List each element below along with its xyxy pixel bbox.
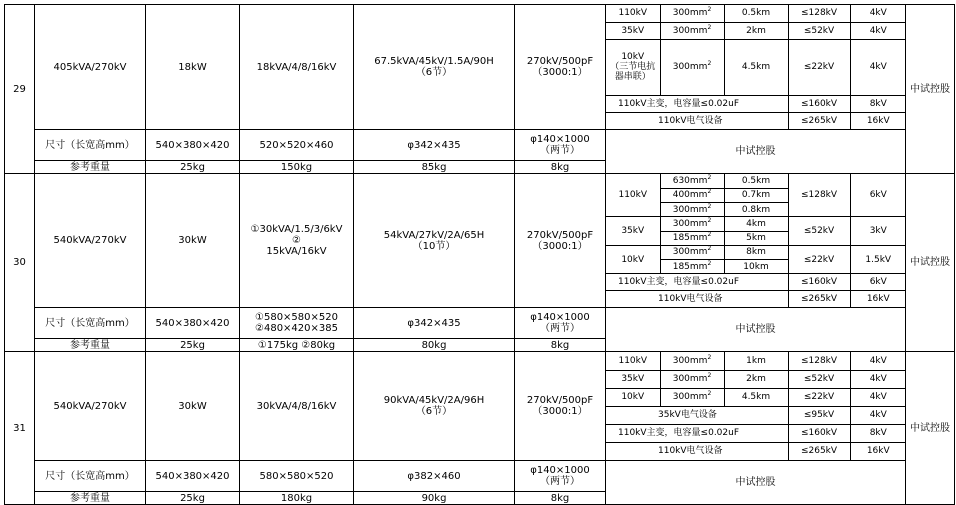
spec-voltage: 35kV <box>606 22 660 39</box>
spec-mm: 300mm <box>672 247 708 258</box>
spec-kv: 8kV <box>850 95 906 112</box>
spec-subtable <box>606 5 906 129</box>
spec-table-page <box>4 4 954 502</box>
spec-kv: 3kV <box>850 217 906 246</box>
cell-power: 30kW <box>146 174 240 308</box>
spec-cap: ≤160kV <box>788 274 850 291</box>
spec-length: 0.7km <box>724 188 788 202</box>
spec-length: 0.5km <box>724 5 788 22</box>
spec-kv: 16kV <box>850 112 906 129</box>
spec-kv: 4kV <box>850 370 906 388</box>
spec-cap: ≤52kV <box>788 22 850 39</box>
spec-cross-section: $185mm^2$ <box>660 231 724 245</box>
size-value: 540×380×420 <box>146 308 240 339</box>
spec-mm: 300mm <box>672 25 708 36</box>
spec-extra-label: 110kV主变，电容量≤0.02uF <box>606 95 788 112</box>
spec-cap: ≤22kV <box>788 39 850 95</box>
spec-cross-section: $300mm^2$ <box>660 39 724 95</box>
reactor-line1: 67.5kVA/45kV/1.5A/90H <box>374 56 494 67</box>
spec-extra-label: 110kV电气设备 <box>606 290 788 307</box>
spec-cross-section: $300mm^2$ <box>660 370 724 388</box>
weight-label: 参考重量 <box>35 161 146 174</box>
size-value: 520×520×460 <box>240 130 354 161</box>
cell-specs <box>606 5 906 130</box>
spec-row <box>606 370 906 388</box>
spec-cross-section: $300mm^2$ <box>660 245 724 259</box>
spec-extra-label: 35kV电气设备 <box>606 406 788 424</box>
divider-line1: 270kV/500pF <box>526 56 594 67</box>
spec-row <box>606 424 906 442</box>
spec-extra-label: 110kV电气设备 <box>606 442 788 460</box>
spec-cap: ≤265kV <box>788 290 850 307</box>
spec-row <box>606 352 906 370</box>
spec-length: 8km <box>724 245 788 259</box>
reactor-line2: （6节） <box>415 406 453 417</box>
spec-kv: 1.5kV <box>850 245 906 274</box>
table-row <box>5 352 955 461</box>
table-row <box>5 130 955 161</box>
exciter-line1: ①30kVA/1.5/3/6kV <box>250 224 343 235</box>
cell-capacity: 405kVA/270kV <box>35 5 146 130</box>
spec-mm: 300mm <box>672 218 708 229</box>
spec-voltage: 35kV <box>606 217 660 246</box>
size-value: 540×380×420 <box>146 130 240 161</box>
weight-label: 参考重量 <box>35 492 146 505</box>
weight-value: 25kg <box>146 161 240 174</box>
size-label: 尺寸（长宽高mm） <box>35 308 146 339</box>
table-row <box>5 461 955 492</box>
spec-length: 2km <box>724 22 788 39</box>
spec-subtable <box>606 174 906 307</box>
spec-mm: 300mm <box>672 374 708 384</box>
size-value: φ382×460 <box>354 461 515 492</box>
divider-line2: （3000:1） <box>532 67 588 78</box>
spec-extra-label: 110kV主变，电容量≤0.02uF <box>606 274 788 291</box>
size-line1: ①580×580×520 <box>255 312 338 323</box>
spec-row <box>606 39 906 95</box>
reactor-line1: 90kVA/45kV/2A/96H <box>383 395 485 406</box>
cell-power: 30kW <box>146 352 240 461</box>
spec-row <box>606 442 906 460</box>
cell-reactor <box>354 352 515 461</box>
weight-value: 90kg <box>354 492 515 505</box>
row-number: 30 <box>5 174 35 352</box>
size-line2: （两节） <box>540 145 580 156</box>
spec-row <box>606 274 906 291</box>
cell-exciter <box>240 174 354 308</box>
spec-kv: 4kV <box>850 388 906 406</box>
spec-cross-section: $300mm^2$ <box>660 217 724 231</box>
spec-row <box>606 174 906 188</box>
spec-length: 2km <box>724 370 788 388</box>
cell-specs <box>606 352 906 461</box>
size-line2: ②480×420×385 <box>255 323 338 334</box>
spec-length: 0.5km <box>724 174 788 188</box>
size-value <box>515 308 606 339</box>
cell-divider <box>515 5 606 130</box>
spec-cap: ≤95kV <box>788 406 850 424</box>
spec-extra-label: 110kV电气设备 <box>606 112 788 129</box>
spec-cross-section: $300mm^2$ <box>660 22 724 39</box>
spec-mm: 185mm <box>672 261 708 272</box>
spec-voltage: 10kV （三节电抗器串联） <box>606 39 660 95</box>
spec-table <box>4 4 955 505</box>
spec-kv: 8kV <box>850 424 906 442</box>
spec-length: 4.5km <box>724 388 788 406</box>
spec-length: 4.5km <box>724 39 788 95</box>
size-line2: （两节） <box>540 476 580 487</box>
controller-side-label: 中试控股 <box>906 352 955 505</box>
spec-cross-section: $185mm^2$ <box>660 260 724 274</box>
spec-mm: 400mm <box>672 190 708 201</box>
spec-kv: 4kV <box>850 406 906 424</box>
spec-mm: 300mm <box>672 8 708 19</box>
cell-divider <box>515 174 606 308</box>
spec-voltage: 110kV <box>606 352 660 370</box>
spec-cap: ≤160kV <box>788 95 850 112</box>
table-row <box>5 5 955 130</box>
spec-row <box>606 112 906 129</box>
size-line2: （两节） <box>540 323 580 334</box>
spec-row <box>606 406 906 424</box>
spec-kv: 4kV <box>850 39 906 95</box>
spec-voltage: 110kV <box>606 5 660 22</box>
cell-exciter: 18kVA/4/8/16kV <box>240 5 354 130</box>
weight-value: 8kg <box>515 339 606 352</box>
size-line1: φ140×1000 <box>530 134 590 145</box>
divider-line1: 270kV/500pF <box>526 229 594 241</box>
row-number: 31 <box>5 352 35 505</box>
spec-cap: ≤265kV <box>788 442 850 460</box>
spec-kv: 4kV <box>850 352 906 370</box>
spec-row <box>606 388 906 406</box>
spec-row <box>606 217 906 231</box>
cell-capacity: 540kVA/270kV <box>35 174 146 308</box>
divider-line2: （3000:1） <box>532 406 588 417</box>
size-line1: φ140×1000 <box>530 312 590 323</box>
spec-cap: ≤128kV <box>788 352 850 370</box>
spec-cap: ≤52kV <box>788 370 850 388</box>
spec-kv: 16kV <box>850 290 906 307</box>
spec-cross-section: $630mm^2$ <box>660 174 724 188</box>
reactor-line2: （6节） <box>415 67 453 78</box>
spec-kv: 4kV <box>850 22 906 39</box>
spec-cap: ≤128kV <box>788 174 850 217</box>
size-value <box>515 461 606 492</box>
size-value: 540×380×420 <box>146 461 240 492</box>
cell-specs <box>606 174 906 308</box>
controller-label: 中试控股 <box>606 461 906 505</box>
exciter-line3: 15kVA/16kV <box>266 246 327 257</box>
spec-mm: 300mm <box>672 62 708 72</box>
spec-cap: ≤160kV <box>788 424 850 442</box>
divider-line1: 270kV/500pF <box>526 395 594 406</box>
spec-kv: 16kV <box>850 442 906 460</box>
size-label: 尺寸（长宽高mm） <box>35 461 146 492</box>
spec-kv: 6kV <box>850 274 906 291</box>
spec-cap: ≤22kV <box>788 388 850 406</box>
divider-line2: （3000:1） <box>532 240 588 252</box>
weight-value: 180kg <box>240 492 354 505</box>
spec-cross-section: $300mm^2$ <box>660 203 724 217</box>
spec-length: 4km <box>724 217 788 231</box>
size-value: 580×580×520 <box>240 461 354 492</box>
weight-value: 8kg <box>515 161 606 174</box>
size-value: φ342×435 <box>354 130 515 161</box>
weight-value: 8kg <box>515 492 606 505</box>
table-row <box>5 308 955 339</box>
controller-side-label: 中试控股 <box>906 5 955 174</box>
size-value <box>515 130 606 161</box>
spec-cross-section: $400mm^2$ <box>660 188 724 202</box>
size-value: φ342×435 <box>354 308 515 339</box>
row-number: 29 <box>5 5 35 174</box>
size-label: 尺寸（长宽高mm） <box>35 130 146 161</box>
spec-cap: ≤52kV <box>788 217 850 246</box>
spec-cap: ≤265kV <box>788 112 850 129</box>
spec-length: 5km <box>724 231 788 245</box>
cell-power: 18kW <box>146 5 240 130</box>
cell-reactor <box>354 174 515 308</box>
spec-mm: 630mm <box>672 175 708 186</box>
spec-mm: 300mm <box>672 204 708 215</box>
table-row <box>5 174 955 308</box>
spec-kv: 4kV <box>850 5 906 22</box>
weight-label: 参考重量 <box>35 339 146 352</box>
spec-voltage: 10kV <box>606 388 660 406</box>
spec-subtable <box>606 352 906 460</box>
spec-row <box>606 22 906 39</box>
spec-voltage: 35kV <box>606 370 660 388</box>
spec-extra-label: 110kV主变，电容量≤0.02uF <box>606 424 788 442</box>
spec-row <box>606 245 906 259</box>
spec-mm: 300mm <box>672 392 708 402</box>
spec-mm: 185mm <box>672 233 708 244</box>
cell-exciter: 30kVA/4/8/16kV <box>240 352 354 461</box>
size-value <box>240 308 354 339</box>
weight-value: 25kg <box>146 339 240 352</box>
weight-value: 150kg <box>240 161 354 174</box>
exciter-line2: ② <box>292 235 301 246</box>
spec-kv: 6kV <box>850 174 906 217</box>
controller-side-label: 中试控股 <box>906 174 955 352</box>
cell-capacity: 540kVA/270kV <box>35 352 146 461</box>
reactor-line1: 54kVA/27kV/2A/65H <box>383 229 485 241</box>
spec-cap: ≤22kV <box>788 245 850 274</box>
spec-cross-section: $300mm^2$ <box>660 352 724 370</box>
spec-row <box>606 95 906 112</box>
spec-row <box>606 290 906 307</box>
controller-label: 中试控股 <box>606 308 906 352</box>
spec-voltage: 10kV <box>606 245 660 274</box>
spec-cross-section: $300mm^2$ <box>660 388 724 406</box>
cell-reactor <box>354 5 515 130</box>
reactor-line2: （10节） <box>412 240 456 252</box>
spec-row <box>606 5 906 22</box>
controller-label: 中试控股 <box>606 130 906 174</box>
spec-length: 10km <box>724 260 788 274</box>
cell-divider <box>515 352 606 461</box>
spec-mm: 300mm <box>672 355 708 366</box>
spec-cross-section: $300mm^2$ <box>660 5 724 22</box>
spec-cap: ≤128kV <box>788 5 850 22</box>
size-line1: φ140×1000 <box>530 465 590 476</box>
spec-length: 1km <box>724 352 788 370</box>
weight-value: ①175kg ②80kg <box>240 339 354 352</box>
weight-value: 80kg <box>354 339 515 352</box>
spec-length: 0.8km <box>724 203 788 217</box>
weight-value: 85kg <box>354 161 515 174</box>
weight-value: 25kg <box>146 492 240 505</box>
spec-voltage: 110kV <box>606 174 660 217</box>
